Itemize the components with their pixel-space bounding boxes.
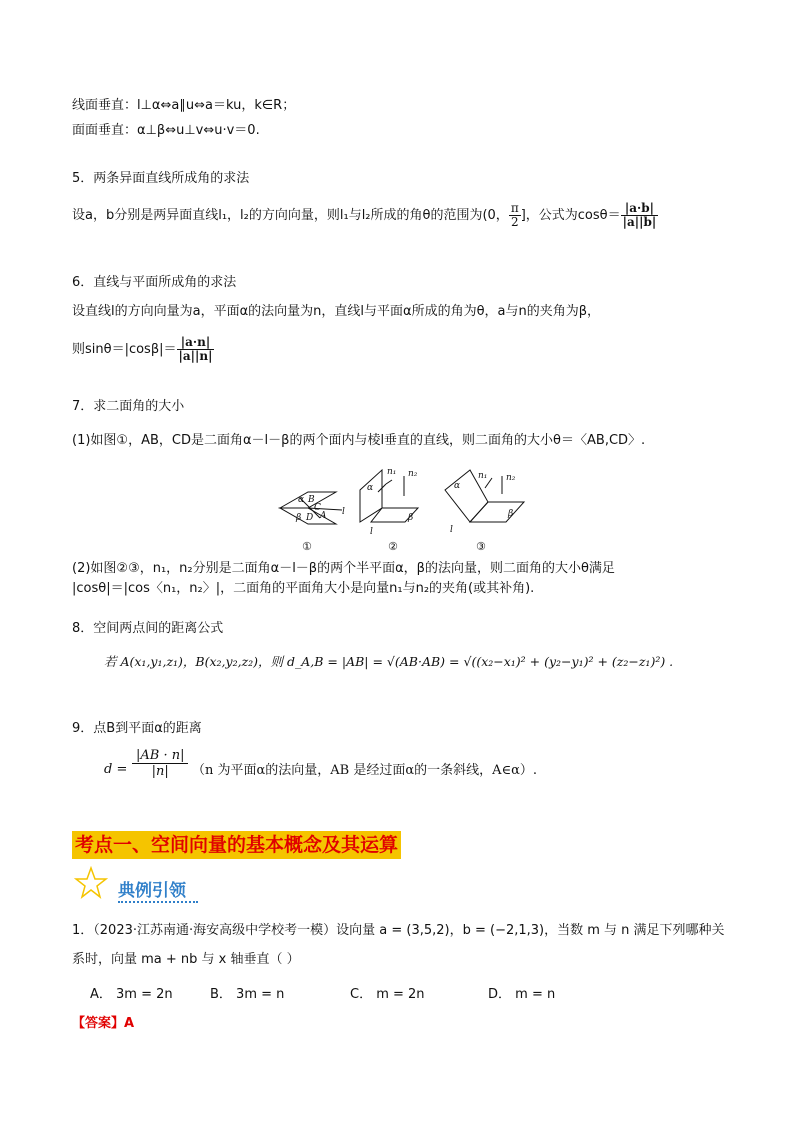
dihedral-figures [270,462,530,554]
svg-text:A: A [320,511,327,521]
question-1-line2: 系时，向量 ma + nb 与 x 轴垂直（ ） [72,952,300,967]
section-7-p1: (1)如图①，AB，CD是二面角α－l－β的两个面内与棱l垂直的直线，则二面角的大小θ＝〈AB,CD〉. [72,433,646,448]
point-plane-fraction [132,748,188,779]
svg-text:n₁: n₁ [387,467,397,477]
section-5-body2: ]，公式为cosθ＝ [520,208,621,223]
section-8-title: 8．空间两点间的距离公式 [72,621,224,636]
kaodian-heading: 考点一、空间向量的基本概念及其运算 [72,831,401,859]
perp-line-plane: 线面垂直：l⊥α⇔a∥u⇔a＝ku，k∈R； [72,98,296,113]
example-title: 典例引领 [118,881,186,901]
section-9-title: 9．点B到平面α的距离 [72,721,202,736]
svg-text:α: α [298,495,305,505]
section-6-formula [72,336,214,363]
section-5-title: 5．两条异面直线所成角的求法 [72,171,250,186]
svg-text:l: l [342,507,345,517]
figure-label-1: ① [302,540,312,553]
svg-text:β: β [296,513,302,523]
svg-text:l: l [450,525,453,535]
cos-num: |a·b| [621,202,659,216]
section-5-text [72,202,658,229]
perp-plane-plane: 面面垂直：α⊥β⇔u⊥v⇔u·v＝0. [72,123,260,138]
section-6-body2: 则sinθ＝|cosβ|＝ [72,342,177,357]
distance-formula: 若 A(x₁,y₁,z₁)，B(x₂,y₂,z₂)，则 d_A,B = |AB| = √(AB·AB) = √((x₂−x₁)² + (y₂−y₁)² + (z₂−z₁)²) . [104,654,674,669]
pp-num: |AB · n| [132,748,188,764]
svg-text:n₂: n₂ [506,473,516,483]
cos-fraction [621,202,659,229]
range-num: π [510,201,519,215]
svg-text:α: α [454,481,461,491]
sin-fraction [177,336,215,363]
question-1-line1: 1．（2023·江苏南通·海安高级中学校考一模）设向量 a = (3,5,2)，b = (−2,1,3)，当数 m 与 n 满足下列哪种关 [72,923,725,938]
range-fraction [509,202,521,229]
cos-den: |a||b| [622,215,657,229]
sin-num: |a·n| [177,336,215,350]
figure-label-2: ② [388,540,398,553]
option-c[interactable]: C． m = 2n [350,987,425,1002]
example-underline [118,901,198,903]
option-a[interactable]: A． 3m = 2n [90,987,173,1002]
section-7-p2b: |cosθ|＝|cos〈n₁，n₂〉|，二面角的平面角大小是向量n₁与n₂的夹角(或其补角). [72,581,535,596]
section-6-title: 6．直线与平面所成角的求法 [72,275,237,290]
answer: 【答案】A [72,1016,135,1031]
sin-den: |a||n| [178,349,213,363]
pp-den: |n| [151,764,169,779]
svg-text:l: l [370,527,373,537]
d-label: d = [104,762,128,777]
section-6-text: 设直线l的方向向量为a，平面α的法向量为n，直线l与平面α所成的角为θ，a与n的夹角为β， [72,304,601,319]
svg-text:β: β [408,513,414,523]
svg-text:α: α [367,483,374,493]
section-5-body: 设a，b分别是两异面直线l₁，l₂的方向向量，则l₁与l₂所成的角θ的范围为(0， [72,208,509,223]
svg-text:n₂: n₂ [408,469,418,479]
section-7-title: 7．求二面角的大小 [72,399,185,414]
section-7-p2a: (2)如图②③，n₁，n₂分别是二面角α－l－β的两个半平面α，β的法向量，则二面角的大小θ满足 [72,561,615,576]
star-icon [74,866,108,900]
svg-text:β: β [508,509,514,519]
section-9-note: （n 为平面α的法向量，AB 是经过面α的一条斜线，A∈α）. [192,763,538,778]
option-d[interactable]: D． m = n [488,987,556,1002]
figure-label-3: ③ [476,540,486,553]
svg-text:B: B [308,495,315,505]
range-den: 2 [510,215,519,229]
svg-text:C: C [314,503,321,513]
svg-text:D: D [306,513,314,523]
svg-text:n₁: n₁ [478,471,488,481]
option-b[interactable]: B． 3m = n [210,987,285,1002]
